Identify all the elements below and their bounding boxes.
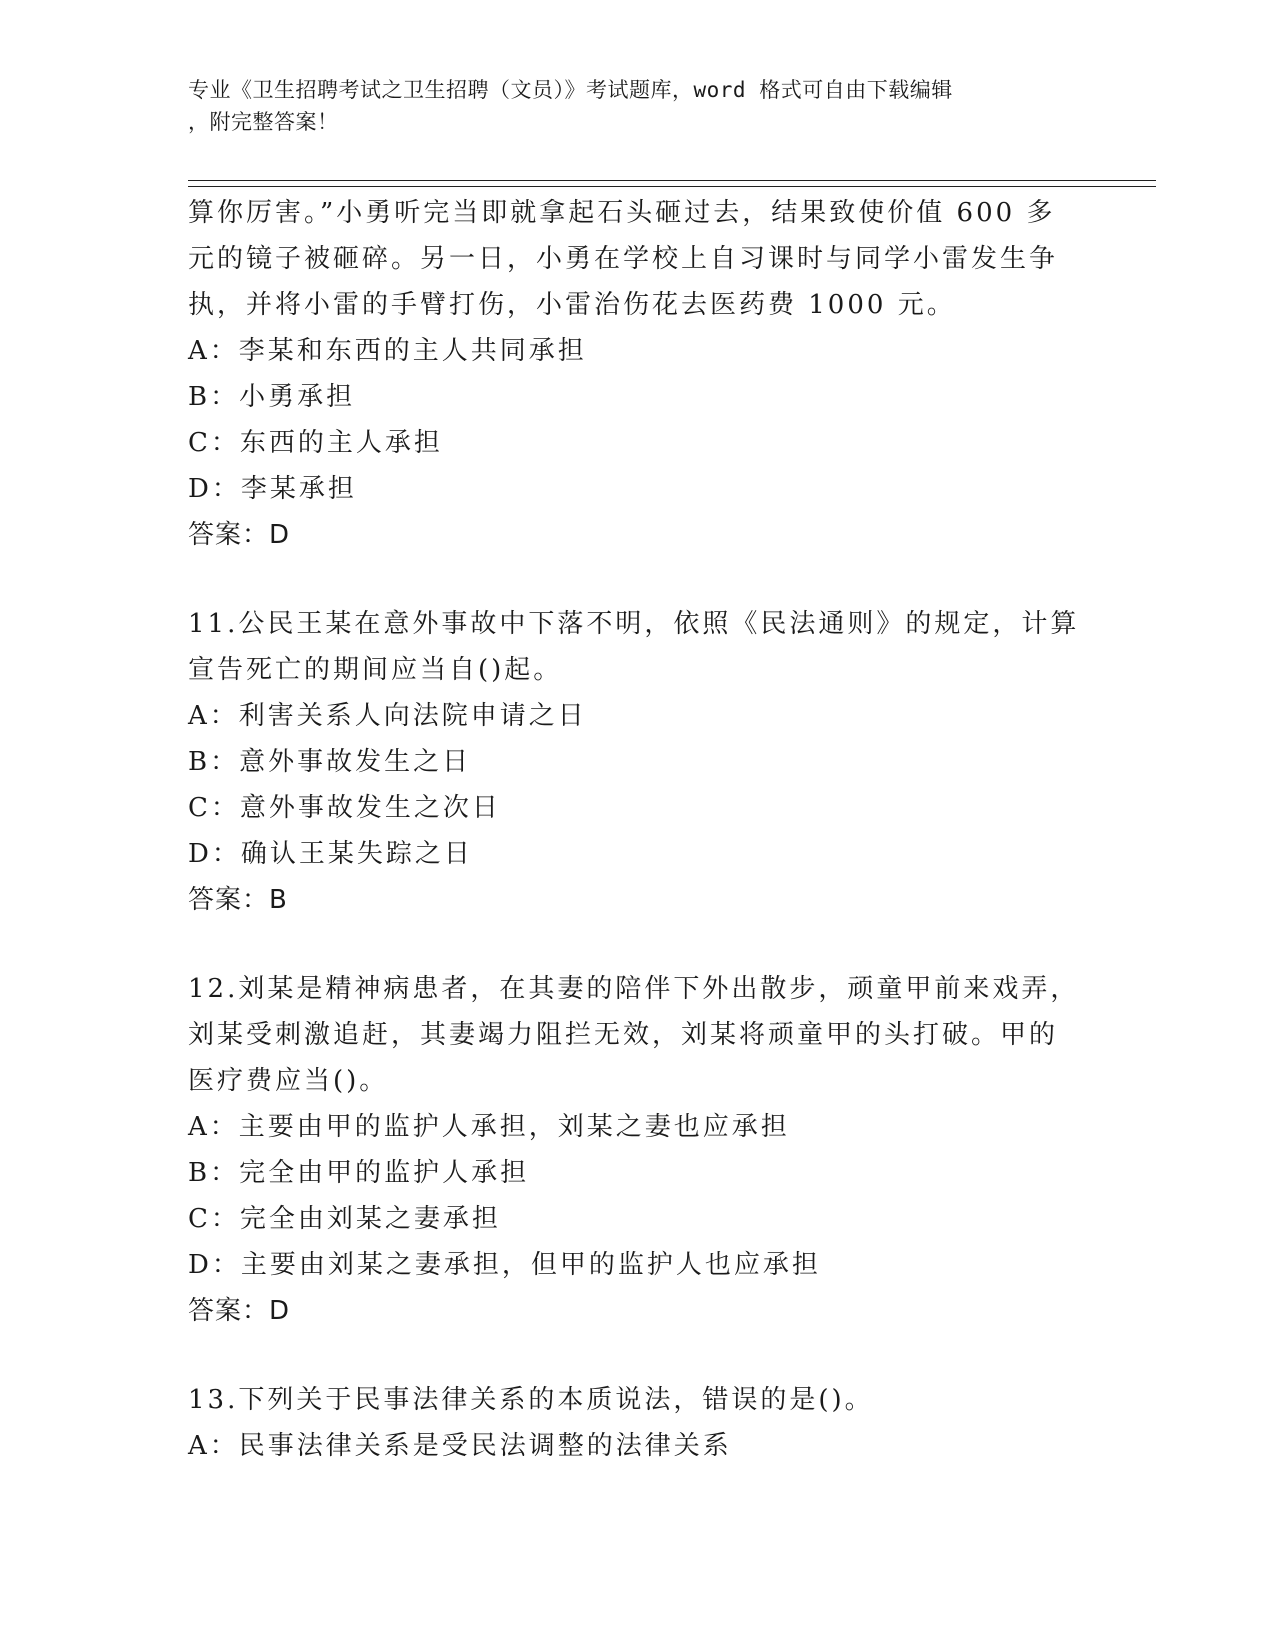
question-stem-line: 宣告死亡的期间应当自()起。 [188, 655, 563, 685]
question-stem-line: 算你厉害。”小勇听完当即就拿起石头砸过去，结果致使价值 600 多 [188, 198, 1056, 228]
option-b: B：小勇承担 [188, 382, 356, 412]
header-line-1: 专业《卫生招聘考试之卫生招聘（文员）》考试题库，word 格式可自由下载编辑 [188, 78, 953, 102]
question-stem-line: 13.下列关于民事法律关系的本质说法，错误的是()。 [188, 1385, 874, 1415]
option-d: D：李某承担 [188, 474, 357, 504]
header-divider-top [188, 180, 1156, 181]
question-spacer [188, 558, 1088, 601]
question-spacer [188, 923, 1088, 966]
option-b: B：意外事故发生之日 [188, 747, 472, 777]
option-a: A：李某和东西的主人共同承担 [188, 336, 587, 366]
option-d: D：主要由刘某之妻承担，但甲的监护人也应承担 [188, 1250, 821, 1280]
question-stem-line: 执，并将小雷的手臂打伤，小雷治伤花去医药费 1000 元。 [188, 290, 956, 320]
option-d: D：确认王某失踪之日 [188, 839, 473, 869]
question-10 [188, 190, 1088, 558]
option-b: B：完全由甲的监护人承担 [188, 1158, 530, 1188]
option-a: A：主要由甲的监护人承担，刘某之妻也应承担 [188, 1112, 790, 1142]
question-spacer [188, 1334, 1088, 1377]
option-a: A：民事法律关系是受民法调整的法律关系 [188, 1431, 732, 1461]
page-header [188, 74, 1068, 138]
question-stem-line: 医疗费应当()。 [188, 1066, 389, 1096]
header-divider-bottom [188, 186, 1156, 187]
header-line-2: ，附完整答案！ [188, 110, 339, 134]
option-c: C：完全由刘某之妻承担 [188, 1204, 501, 1234]
option-c: C：意外事故发生之次日 [188, 793, 501, 823]
answer-line: 答案：D [188, 1296, 291, 1326]
option-a: A：利害关系人向法院申请之日 [188, 701, 587, 731]
option-c: C：东西的主人承担 [188, 428, 443, 458]
question-stem-line: 11.公民王某在意外事故中下落不明，依照《民法通则》的规定，计算 [188, 609, 1080, 639]
question-list [188, 190, 1088, 1469]
answer-line: 答案：B [188, 885, 288, 915]
question-stem-line: 元的镜子被砸碎。另一日，小勇在学校上自习课时与同学小雷发生争 [188, 244, 1059, 274]
question-12 [188, 966, 1088, 1334]
question-11 [188, 601, 1088, 923]
question-stem-line: 刘某受刺激追赶，其妻竭力阻拦无效，刘某将顽童甲的头打破。甲的 [188, 1020, 1059, 1050]
question-13 [188, 1377, 1088, 1469]
answer-line: 答案：D [188, 520, 291, 550]
question-stem-line: 12.刘某是精神病患者，在其妻的陪伴下外出散步，顽童甲前来戏弄， [188, 974, 1080, 1004]
